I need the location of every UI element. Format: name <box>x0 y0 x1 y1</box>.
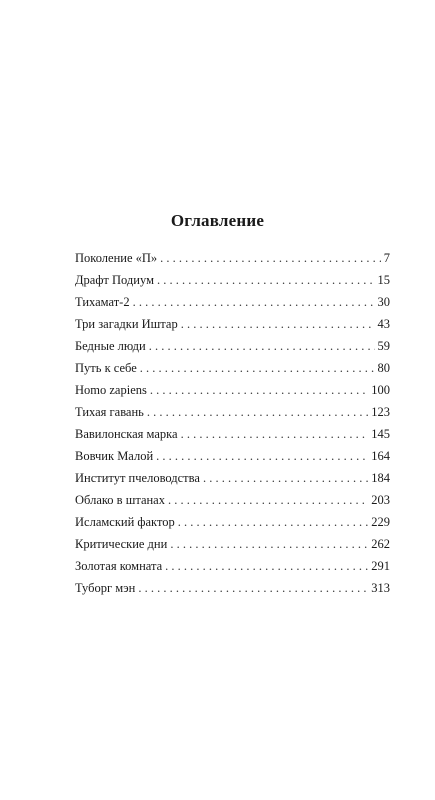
toc-dot-leader <box>160 250 381 266</box>
toc-entry-title: Исламский фактор <box>75 515 175 529</box>
toc-entry-title: Туборг мэн <box>75 581 136 595</box>
toc-page-number: 43 <box>377 317 390 331</box>
toc-page-number: 291 <box>371 559 390 573</box>
toc-dot-leader <box>150 382 368 398</box>
toc-entry[interactable] <box>75 470 390 492</box>
toc-entry-title: Критические дни <box>75 537 168 551</box>
toc-entry[interactable] <box>75 382 390 404</box>
toc-page-number: 229 <box>371 515 390 529</box>
toc-page-number: 184 <box>371 471 390 485</box>
toc-entry[interactable] <box>75 272 390 294</box>
toc-title: Оглавление <box>170 211 265 230</box>
toc-page-number: 123 <box>371 405 390 419</box>
toc-entry-title: Облако в штанах <box>75 493 165 507</box>
toc-page-number: 30 <box>377 295 390 309</box>
toc-page-number: 164 <box>371 449 390 463</box>
toc-list <box>75 250 390 602</box>
toc-entry[interactable] <box>75 558 390 580</box>
toc-entry[interactable] <box>75 316 390 338</box>
toc-dot-leader <box>168 492 368 508</box>
toc-page-number: 15 <box>377 273 390 287</box>
toc-entry-title: Homo zapiens <box>75 383 147 397</box>
toc-entry[interactable] <box>75 250 390 272</box>
toc-page-number: 203 <box>371 493 390 507</box>
toc-entry-title: Тихамат-2 <box>75 295 130 309</box>
toc-entry-title: Три загадки Иштар <box>75 317 178 331</box>
toc-dot-leader <box>178 514 369 530</box>
toc-page-number: 7 <box>383 251 390 265</box>
toc-entry-title: Путь к себе <box>75 361 137 375</box>
toc-entry[interactable] <box>75 294 390 316</box>
toc-entry-title: Тихая гавань <box>75 405 144 419</box>
toc-dot-leader <box>170 536 368 552</box>
toc-entry[interactable] <box>75 338 390 360</box>
toc-dot-leader <box>133 294 375 310</box>
toc-page-number: 313 <box>371 581 390 595</box>
toc-dot-leader <box>138 580 368 596</box>
toc-entry[interactable] <box>75 580 390 602</box>
toc-page-number: 262 <box>371 537 390 551</box>
toc-page-number: 100 <box>371 383 390 397</box>
toc-entry[interactable] <box>75 404 390 426</box>
toc-entry-title: Поколение «П» <box>75 251 158 265</box>
toc-entry[interactable] <box>75 514 390 536</box>
toc-dot-leader <box>147 404 368 420</box>
toc-entry-title: Бедные люди <box>75 339 146 353</box>
toc-entry[interactable] <box>75 360 390 382</box>
toc-entry[interactable] <box>75 426 390 448</box>
toc-dot-leader <box>140 360 375 376</box>
toc-dot-leader <box>156 448 368 464</box>
toc-entry[interactable] <box>75 536 390 558</box>
toc-entry-title: Вовчик Малой <box>75 449 154 463</box>
toc-dot-leader <box>203 470 368 486</box>
toc-entry-title: Институт пчеловодства <box>75 471 200 485</box>
toc-page-number: 59 <box>377 339 390 353</box>
toc-entry-title: Драфт Подиум <box>75 273 154 287</box>
toc-entry-title: Золотая комната <box>75 559 163 573</box>
toc-entry-title: Вавилонская марка <box>75 427 178 441</box>
toc-entry[interactable] <box>75 492 390 514</box>
toc-dot-leader <box>165 558 368 574</box>
toc-page-number: 145 <box>371 427 390 441</box>
toc-page-number: 80 <box>377 361 390 375</box>
toc-dot-leader <box>181 316 375 332</box>
toc-entry[interactable] <box>75 448 390 470</box>
toc-dot-leader <box>149 338 375 354</box>
toc-dot-leader <box>157 272 375 288</box>
toc-dot-leader <box>181 426 369 442</box>
